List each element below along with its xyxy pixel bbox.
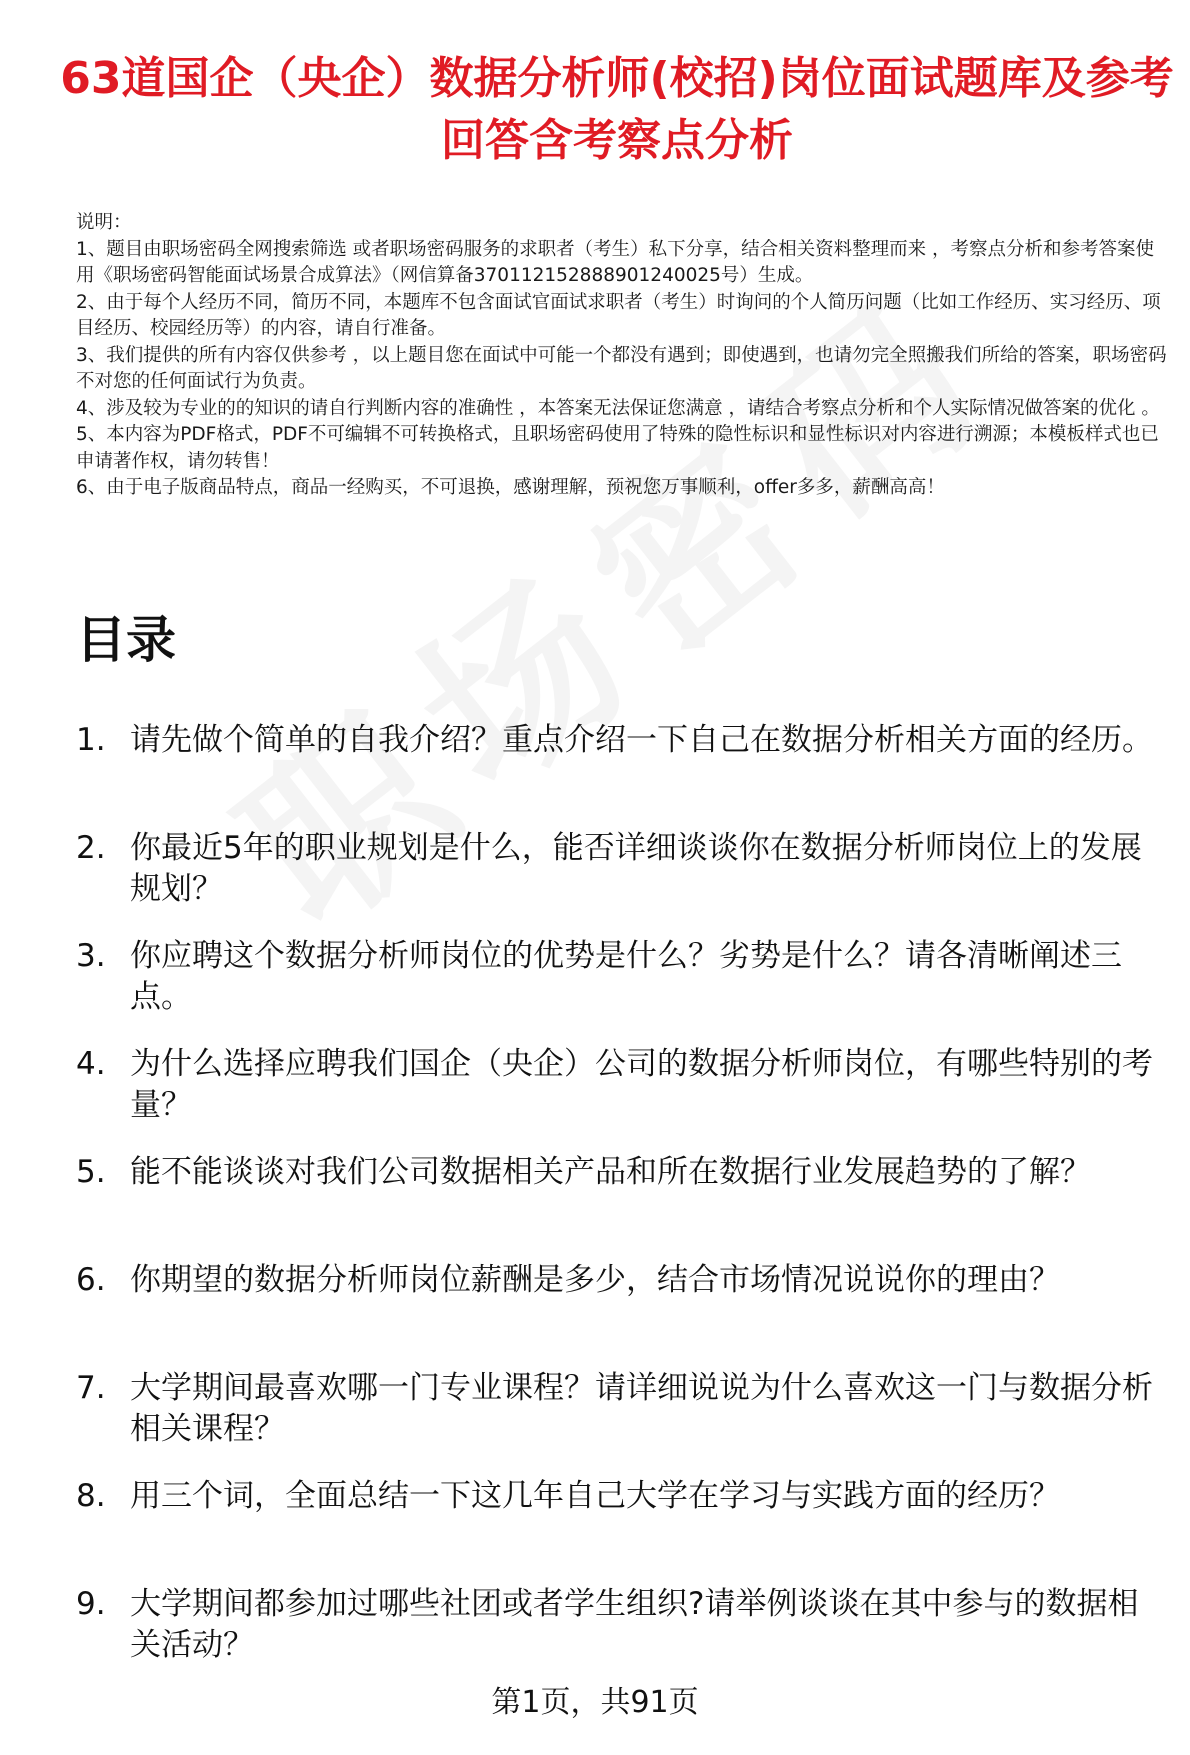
notes-item: 3、我们提供的所有内容仅供参考 ，以上题目您在面试中可能一个都没有遇到；即使遇到，也请勿完全照搬我们所给的答案，职场密码不对您的任何面试行为负责。 <box>76 344 1167 392</box>
toc-item-number: 3. <box>76 938 106 974</box>
toc-item-text: 用三个词，全面总结一下这几年自己大学在学习与实践方面的经历？ <box>130 1478 1060 1514</box>
toc-item[interactable] <box>76 1260 1168 1368</box>
toc-item-number: 9. <box>76 1586 106 1622</box>
notes-heading: 说明： <box>76 212 132 233</box>
toc-item-number: 7. <box>76 1370 106 1406</box>
notes-item: 4、涉及较为专业的的知识的请自行判断内容的准确性 ，本答案无法保证您满意 ，请结合考察点分析和个人实际情况做答案的优化 。 <box>76 397 1160 419</box>
toc-item-number: 8. <box>76 1478 106 1514</box>
toc-item-text: 你最近5年的职业规划是什么，能否详细谈谈你在数据分析师岗位上的发展规划？ <box>130 830 1142 907</box>
toc-item[interactable] <box>76 1368 1168 1476</box>
toc-list <box>76 720 1168 1692</box>
toc-item-text: 为什么选择应聘我们国企（央企）公司的数据分析师岗位，有哪些特别的考量？ <box>130 1046 1153 1123</box>
toc-item-number: 4. <box>76 1046 106 1082</box>
notes-item: 1、题目由职场密码全网搜索筛选 或者职场密码服务的求职者（考生）私下分享，结合相关资料整理而来 ，考察点分析和参考答案使用《职场密码智能面试场景合成算法》（网信算备370112152888901240025号）生成。 <box>76 238 1155 286</box>
toc-item-number: 5. <box>76 1154 106 1190</box>
toc-item-text: 能不能谈谈对我们公司数据相关产品和所在数据行业发展趋势的了解？ <box>130 1154 1091 1190</box>
toc-item-number: 6. <box>76 1262 106 1298</box>
notes-item: 6、由于电子版商品特点，商品一经购买，不可退换，感谢理解，预祝您万事顺利，offer多多，薪酬高高！ <box>76 477 945 498</box>
page-footer: 第1页，共91页 <box>491 1685 699 1720</box>
toc-heading: 目录 <box>76 611 176 669</box>
toc-item-text: 大学期间都参加过哪些社团或者学生组织?请举例谈谈在其中参与的数据相关活动？ <box>130 1586 1139 1663</box>
toc-item[interactable] <box>76 1584 1168 1692</box>
toc-item-text: 你应聘这个数据分析师岗位的优势是什么？劣势是什么？请各清晰阐述三点。 <box>130 938 1122 1015</box>
toc-item[interactable] <box>76 1476 1168 1584</box>
toc-item-text: 请先做个简单的自我介绍？重点介绍一下自己在数据分析相关方面的经历。 <box>130 722 1153 758</box>
toc-item-text: 你期望的数据分析师岗位薪酬是多少，结合市场情况说说你的理由？ <box>130 1262 1060 1298</box>
page-title: 63道国企（央企）数据分析师(校招)岗位面试题库及参考回答含考察点分析 <box>60 53 1174 166</box>
toc-item[interactable] <box>76 828 1168 936</box>
notes-item: 2、由于每个人经历不同，简历不同，本题库不包含面试官面试求职者（考生）时询问的个人简历问题（比如工作经历、实习经历、项目经历、校园经历等）的内容，请自行准备。 <box>76 291 1161 339</box>
toc-item-text: 大学期间最喜欢哪一门专业课程？请详细说说为什么喜欢这一门与数据分析相关课程？ <box>130 1370 1153 1447</box>
toc-item[interactable] <box>76 1152 1168 1260</box>
toc-item[interactable] <box>76 1044 1168 1152</box>
notes-item: 5、本内容为PDF格式，PDF不可编辑不可转换格式，且职场密码使用了特殊的隐性标识和显性标识对内容进行溯源；本模板样式也已申请著作权，请勿转售！ <box>76 424 1159 472</box>
toc-item[interactable] <box>76 720 1168 828</box>
toc-item-number: 2. <box>76 830 106 866</box>
toc-item[interactable] <box>76 936 1168 1044</box>
toc-item-number: 1. <box>76 722 106 758</box>
notes-section <box>76 210 1172 502</box>
